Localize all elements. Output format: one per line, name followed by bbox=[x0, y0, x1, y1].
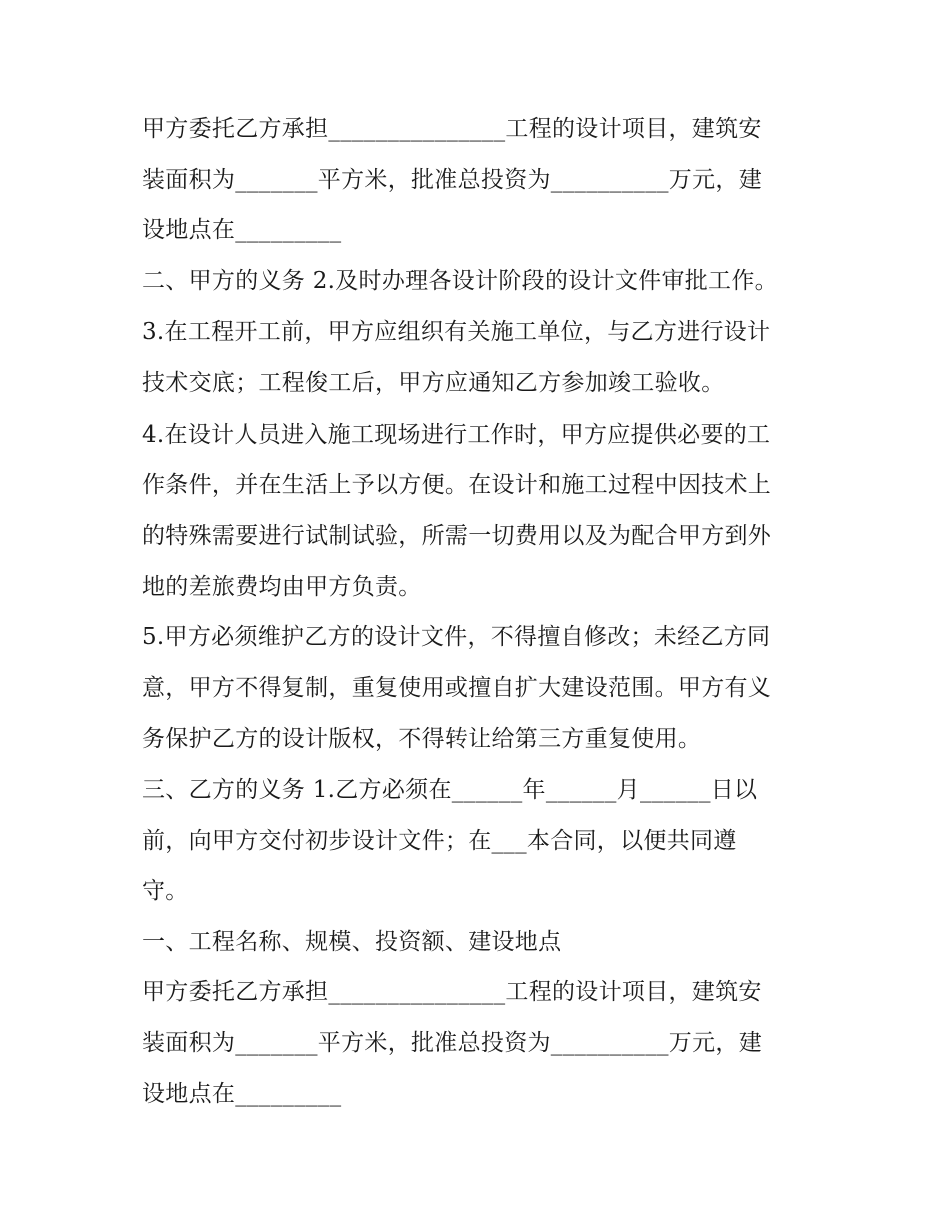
text-line: 装面积为_______平方米，批准总投资为__________万元，建 bbox=[142, 167, 762, 193]
text-line: 技术交底；工程俊工后，甲方应通知乙方参加竣工验收。 bbox=[142, 370, 725, 396]
text-line: 装面积为_______平方米，批准总投资为__________万元，建 bbox=[142, 1030, 762, 1056]
text-line: 3.在工程开工前，甲方应组织有关施工单位，与乙方进行设计 bbox=[142, 319, 771, 345]
text-line: 设地点在_________ bbox=[142, 1081, 342, 1107]
text-line: 4.在设计人员进入施工现场进行工作时，甲方应提供必要的工 bbox=[142, 422, 771, 448]
text-line: 地的差旅费均由甲方负责。 bbox=[142, 574, 422, 600]
text-line: 的特殊需要进行试制试验，所需一切费用以及为配合甲方到外 bbox=[142, 523, 772, 549]
text-line: 二、甲方的义务 2.及时办理各设计阶段的设计文件审批工作。 bbox=[142, 268, 778, 294]
section-heading: 一、工程名称、规模、投资额、建设地点 bbox=[142, 929, 562, 955]
text-line: 甲方委托乙方承担_______________工程的设计项目，建筑安 bbox=[142, 116, 762, 142]
text-line: 三、乙方的义务 1.乙方必须在______年______月______日以 bbox=[142, 777, 758, 803]
text-line: 5.甲方必须维护乙方的设计文件，不得擅自修改；未经乙方同 bbox=[142, 624, 771, 650]
text-line: 守。 bbox=[142, 878, 189, 904]
text-line: 作条件，并在生活上予以方便。在设计和施工过程中因技术上 bbox=[142, 472, 772, 498]
text-line: 务保护乙方的设计版权，不得转让给第三方重复使用。 bbox=[142, 726, 702, 752]
text-line: 设地点在_________ bbox=[142, 217, 342, 243]
text-line: 意，甲方不得复制，重复使用或擅自扩大建设范围。甲方有义 bbox=[142, 675, 772, 701]
text-line: 前，向甲方交付初步设计文件；在___本合同，以便共同遵 bbox=[142, 828, 737, 854]
text-line: 甲方委托乙方承担_______________工程的设计项目，建筑安 bbox=[142, 979, 762, 1005]
